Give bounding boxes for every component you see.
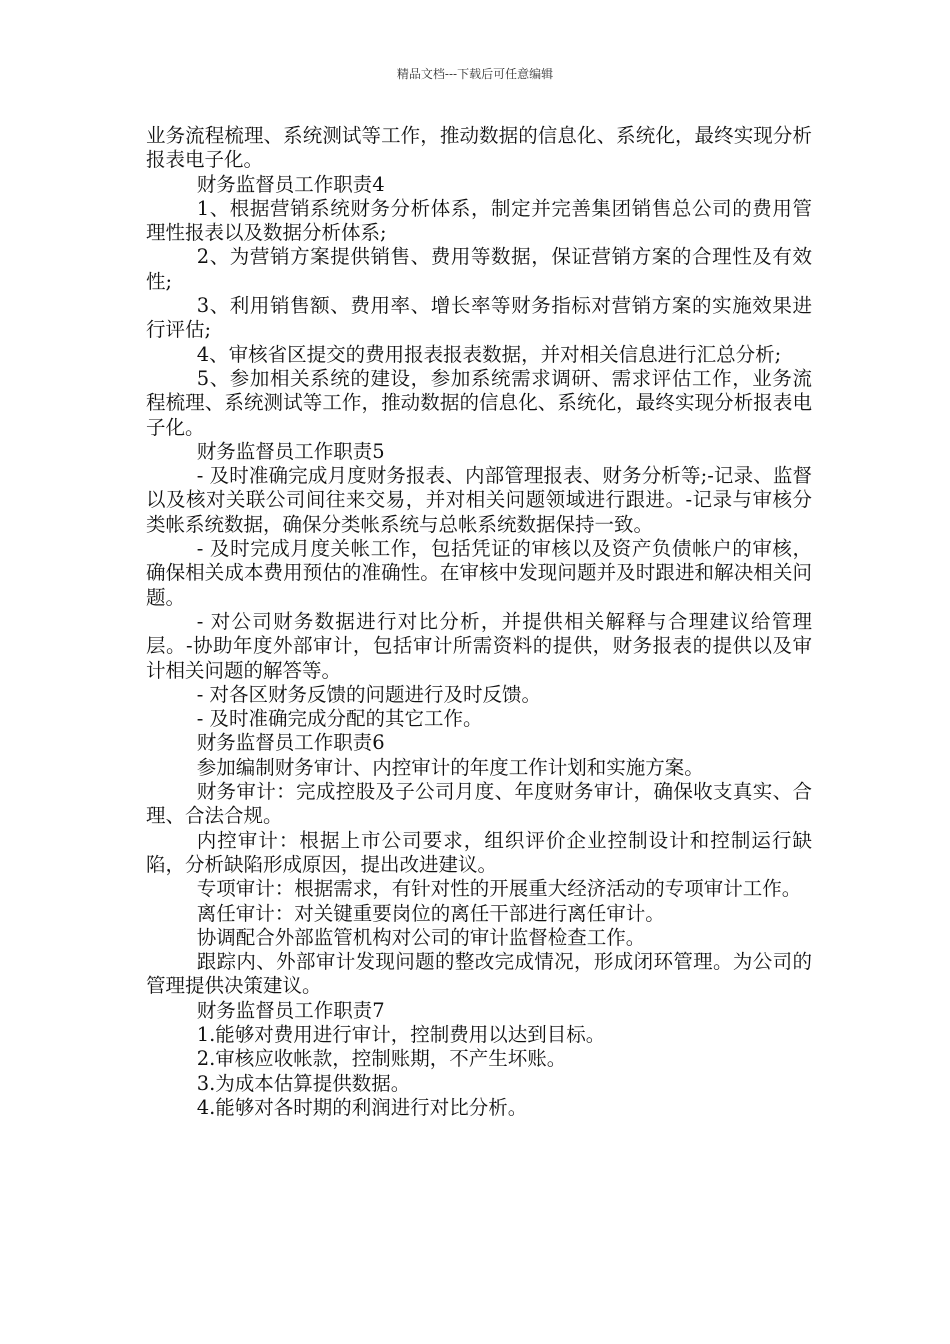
page-header: 精品文档---下载后可任意编辑 [396,67,554,81]
document-body [146,124,812,1120]
list-item: 4.能够对各时期的利润进行对比分析。 [196,1095,528,1119]
paragraph: 参加编制财务审计、内控审计的年度工作计划和实施方案。 [196,755,704,779]
section-heading: 财务监督员工作职责7 [196,998,385,1022]
paragraph: 1、根据营销系统财务分析体系，制定并完善集团销售总公司的费用管理性报表以及数据分析体系; [146,196,812,245]
list-item: 3.为成本估算提供数据。 [196,1071,411,1095]
list-item: 2.审核应收帐款，控制账期，不产生坏账。 [196,1047,567,1071]
list-item: 1.能够对费用进行审计，控制费用以达到目标。 [196,1022,606,1046]
paragraph: 离任审计：对关键重要岗位的离任干部进行离任审计。 [196,901,665,925]
paragraph: - 对公司财务数据进行对比分析，并提供相关解释与合理建议给管理层。-协助年度外部审计，包括审计所需资料的提供，财务报表的提供以及审计相关问题的解答等。 [146,609,812,682]
paragraph: 5、参加相关系统的建设，参加系统需求调研、需求评估工作，业务流程梳理、系统测试等工作，推动数据的信息化、系统化，最终实现分析报表电子化。 [146,366,812,439]
paragraph: - 对各区财务反馈的问题进行及时反馈。 [196,682,541,706]
paragraph: - 及时准确完成月度财务报表、内部管理报表、财务分析等;-记录、监督以及核对关联公司间往来交易，并对相关问题领域进行跟进。-记录与审核分类帐系统数据，确保分类帐系统与总帐系统数据保持一致。 [146,464,812,536]
paragraph: 协调配合外部监管机构对公司的审计监督检查工作。 [196,925,646,949]
paragraph: 业务流程梳理、系统测试等工作，推动数据的信息化、系统化，最终实现分析报表电子化。 [146,124,812,172]
paragraph: 3、利用销售额、费用率、增长率等财务指标对营销方案的实施效果进行评估; [146,294,812,342]
section-heading: 财务监督员工作职责4 [196,172,385,196]
paragraph: 跟踪内、外部审计发现问题的整改完成情况，形成闭环管理。为公司的管理提供决策建议。 [146,950,812,998]
paragraph: - 及时准确完成分配的其它工作。 [196,707,483,731]
section-heading: 财务监督员工作职责5 [196,439,385,463]
paragraph: 4、审核省区提交的费用报表报表数据，并对相关信息进行汇总分析; [196,342,782,366]
paragraph: 2、为营销方案提供销售、费用等数据，保证营销方案的合理性及有效性; [146,245,812,293]
paragraph: 专项审计：根据需求，有针对性的开展重大经济活动的专项审计工作。 [196,877,802,901]
paragraph: - 及时完成月度关帐工作，包括凭证的审核以及资产负债帐户的审核，确保相关成本费用预估的准确性。在审核中发现问题并及时跟进和解决相关问题。 [146,537,812,609]
paragraph: 内控审计：根据上市公司要求，组织评价企业控制设计和控制运行缺陷，分析缺陷形成原因，提出改进建议。 [146,828,812,876]
section-heading: 财务监督员工作职责6 [196,731,385,755]
paragraph: 财务审计：完成控股及子公司月度、年度财务审计，确保收支真实、合理、合法合规。 [146,780,812,828]
